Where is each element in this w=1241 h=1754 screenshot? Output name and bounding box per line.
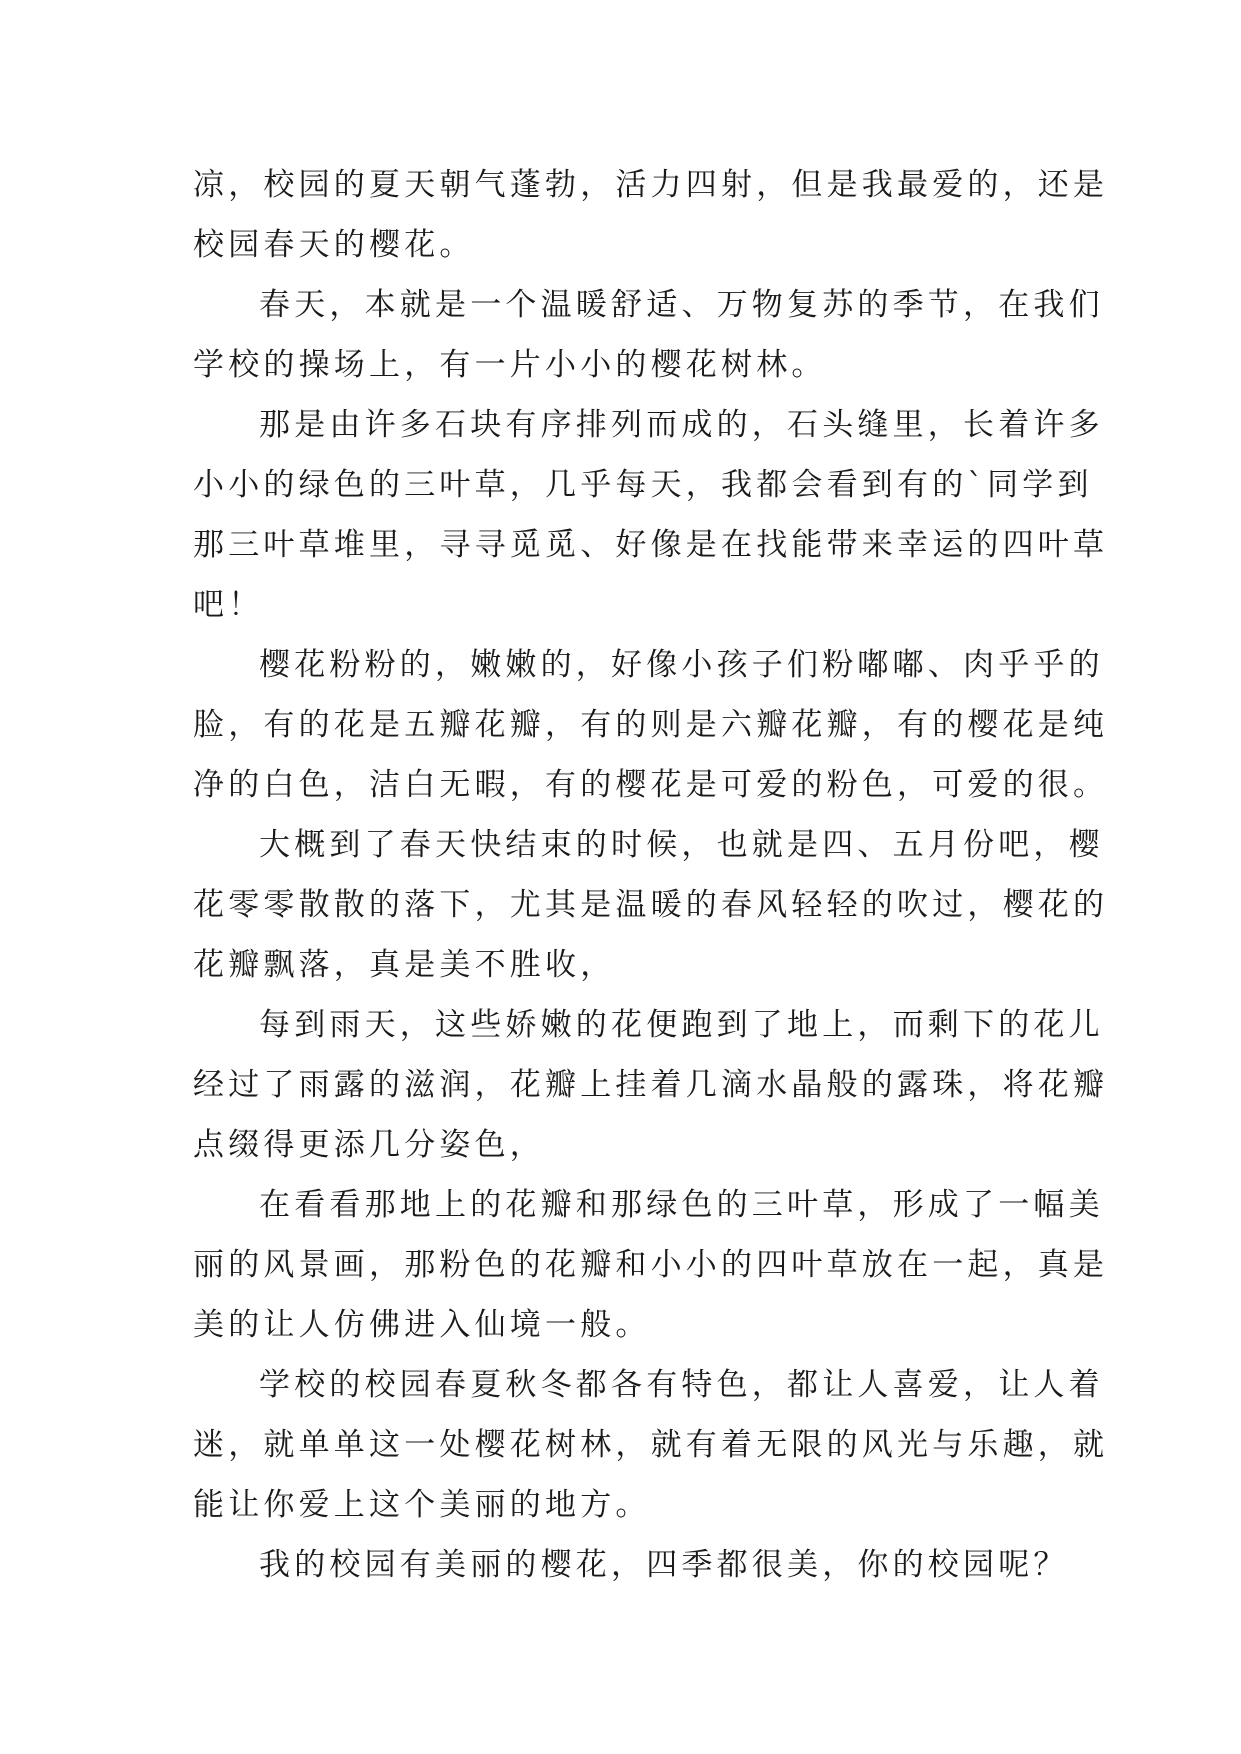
text-line: 能让你爱上这个美丽的地方。 [193, 1487, 651, 1523]
text-line: 校园春天的樱花。 [193, 227, 475, 263]
paragraph-start-line: 学校的校园春夏秋冬都各有特色，都让人喜爱，让人着 [259, 1367, 1104, 1403]
paragraph-start-line: 每到雨天，这些娇嫩的花便跑到了地上，而剩下的花儿 [259, 1007, 1104, 1043]
text-line: 凉，校园的夏天朝气蓬勃，活力四射，但是我最爱的，还是 [193, 167, 1109, 203]
text-line: 迷，就单单这一处樱花树林，就有着无限的风光与乐趣，就 [193, 1427, 1109, 1463]
text-line: 脸，有的花是五瓣花瓣，有的则是六瓣花瓣，有的樱花是纯 [193, 707, 1109, 743]
text-line: 花零零散散的落下，尤其是温暖的春风轻轻的吹过，樱花的 [193, 887, 1109, 923]
paragraph-start-line: 我的校园有美丽的樱花，四季都很美，你的校园呢？ [259, 1547, 1069, 1583]
text-line: 学校的操场上，有一片小小的樱花树林。 [193, 347, 827, 383]
text-line: 小小的绿色的三叶草，几乎每天，我都会看到有的`同学到 [193, 467, 1093, 503]
text-line: 吧！ [193, 587, 264, 623]
text-line: 丽的风景画，那粉色的花瓣和小小的四叶草放在一起，真是 [193, 1247, 1109, 1283]
text-line: 美的让人仿佛进入仙境一般。 [193, 1307, 651, 1343]
paragraph-start-line: 春天，本就是一个温暖舒适、万物复苏的季节，在我们 [259, 287, 1104, 323]
paragraph-start-line: 大概到了春天快结束的时候，也就是四、五月份吧，樱 [259, 827, 1104, 863]
paragraph-start-line: 樱花粉粉的，嫩嫩的，好像小孩子们粉嘟嘟、肉乎乎的 [259, 647, 1104, 683]
essay-body [193, 155, 1109, 1595]
paragraph-start-line: 在看看那地上的花瓣和那绿色的三叶草，形成了一幅美 [259, 1187, 1104, 1223]
text-line: 净的白色，洁白无暇，有的樱花是可爱的粉色，可爱的很。 [193, 767, 1109, 803]
text-line: 经过了雨露的滋润，花瓣上挂着几滴水晶般的露珠，将花瓣 [193, 1067, 1109, 1103]
paragraph-start-line: 那是由许多石块有序排列而成的，石头缝里，长着许多 [259, 407, 1104, 443]
text-line: 点缀得更添几分姿色， [193, 1127, 545, 1163]
text-line: 花瓣飘落，真是美不胜收， [193, 947, 616, 983]
text-line: 那三叶草堆里，寻寻觅觅、好像是在找能带来幸运的四叶草 [193, 527, 1109, 563]
